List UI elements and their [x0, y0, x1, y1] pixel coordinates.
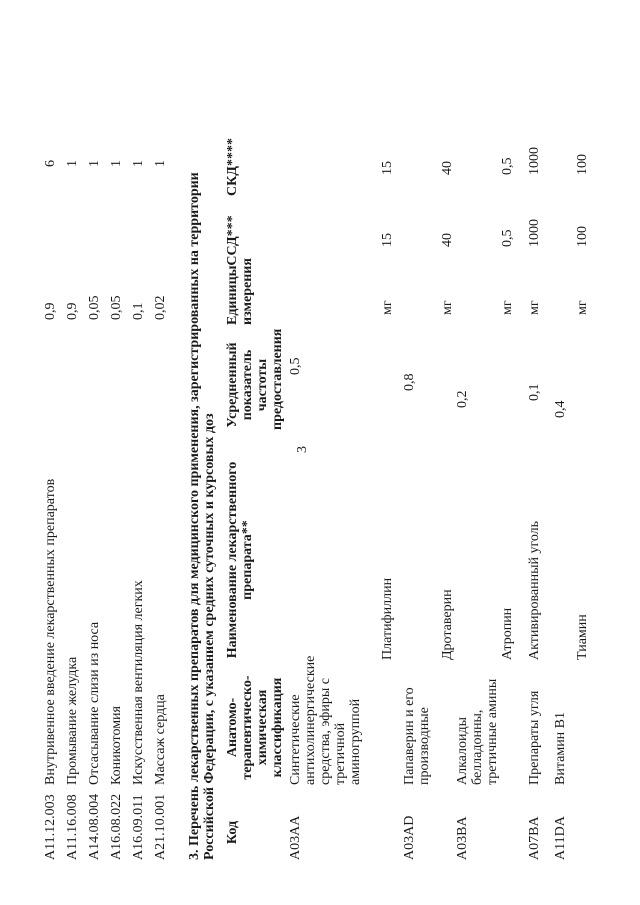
drug-atc: Папаверин и его производные — [402, 687, 432, 785]
header-ssd: ССД*** — [225, 215, 240, 266]
section-title — [187, 172, 217, 860]
drug-unit: мг — [575, 300, 590, 315]
drug-unit: мг — [500, 300, 515, 315]
service-name: Внутривенное введение лекарственных препаратов — [43, 478, 58, 785]
service-name: Искусственная вентиляция легких — [131, 580, 146, 785]
drug-code: A11DA — [553, 816, 568, 860]
header-drug-name: Наименование лекарственного препарата** — [225, 461, 255, 659]
drug-ssd: 0,5 — [500, 229, 515, 247]
drug-unit: мг — [527, 300, 542, 315]
service-code: A16.09.011 — [131, 794, 146, 860]
drug-atc: Препараты угля — [527, 690, 542, 785]
service-code: A11.12.003 — [43, 794, 58, 860]
drug-name: Дротаверин — [440, 589, 455, 660]
drug-atc: Витамин B1 — [553, 711, 568, 785]
drug-atc: Синтетические антихолинергические средства, эфиры с третичной аминогруппой — [288, 655, 363, 785]
service-frequency: 0,9 — [65, 302, 80, 320]
service-multiplicity: 1 — [153, 160, 168, 167]
drug-name: Платифиллин — [380, 577, 395, 660]
drug-ssd: 1000 — [527, 219, 542, 247]
service-multiplicity: 1 — [87, 160, 102, 167]
service-name: Коникотомия — [109, 706, 124, 785]
drug-atc: Алкалоиды белладонны, третичные амины — [455, 678, 500, 785]
drug-name: Активированный уголь — [527, 520, 542, 660]
service-frequency: 0,02 — [153, 295, 168, 320]
drug-frequency: 0,8 — [402, 373, 417, 391]
service-code: A16.08.022 — [109, 793, 124, 860]
service-name: Массаж сердца — [153, 694, 168, 785]
drug-frequency: 0,5 — [288, 357, 303, 375]
service-frequency: 0,1 — [131, 302, 146, 320]
drug-code: A03AA — [288, 815, 303, 860]
drug-frequency: 0,4 — [553, 400, 568, 418]
page-number: 3 — [295, 446, 310, 453]
drug-skd: 0,5 — [500, 157, 515, 175]
section-title-line: 3. Перечень лекарственных препаратов для медицинского применения, зарегистрированных на территории — [187, 172, 202, 860]
service-frequency: 0,05 — [109, 295, 124, 320]
drug-skd: 15 — [380, 161, 395, 175]
service-multiplicity: 6 — [43, 160, 58, 167]
drug-code: A03AD — [402, 815, 417, 860]
header-frequency: Усредненный показатель частоты предоставления — [225, 328, 285, 430]
service-frequency: 0,9 — [43, 302, 58, 320]
service-code: A14.08.004 — [87, 793, 102, 860]
section-title-line: Российской Федерации, с указанием средних суточных и курсовых доз — [202, 413, 217, 860]
header-atc: Анатомо-терапевтическо-химическая классификация — [225, 675, 285, 780]
drug-frequency: 0,1 — [527, 383, 542, 401]
drug-code: A03BA — [455, 816, 470, 860]
drug-skd: 1000 — [527, 147, 542, 175]
drug-skd: 100 — [575, 154, 590, 175]
drug-name: Тиамин — [575, 614, 590, 660]
service-frequency: 0,05 — [87, 295, 102, 320]
service-name: Промывание желудка — [65, 656, 80, 785]
service-code: A21.10.001 — [153, 793, 168, 860]
service-multiplicity: 1 — [109, 160, 124, 167]
drug-name: Атропин — [500, 607, 515, 660]
drug-unit: мг — [440, 300, 455, 315]
header-code: Код — [225, 820, 240, 845]
drug-ssd: 40 — [440, 233, 455, 247]
drug-code: A07BA — [527, 816, 542, 860]
drug-skd: 40 — [440, 161, 455, 175]
drug-ssd: 15 — [380, 233, 395, 247]
drug-unit: мг — [380, 300, 395, 315]
drug-frequency: 0,2 — [455, 390, 470, 408]
service-multiplicity: 1 — [65, 160, 80, 167]
service-multiplicity: 1 — [131, 160, 146, 167]
drug-ssd: 100 — [575, 226, 590, 247]
service-name: Отсасывание слизи из носа — [87, 621, 102, 785]
header-skd: СКД**** — [225, 138, 240, 196]
service-code: A11.16.008 — [65, 794, 80, 860]
header-unit: Единицы измерения — [225, 258, 255, 325]
